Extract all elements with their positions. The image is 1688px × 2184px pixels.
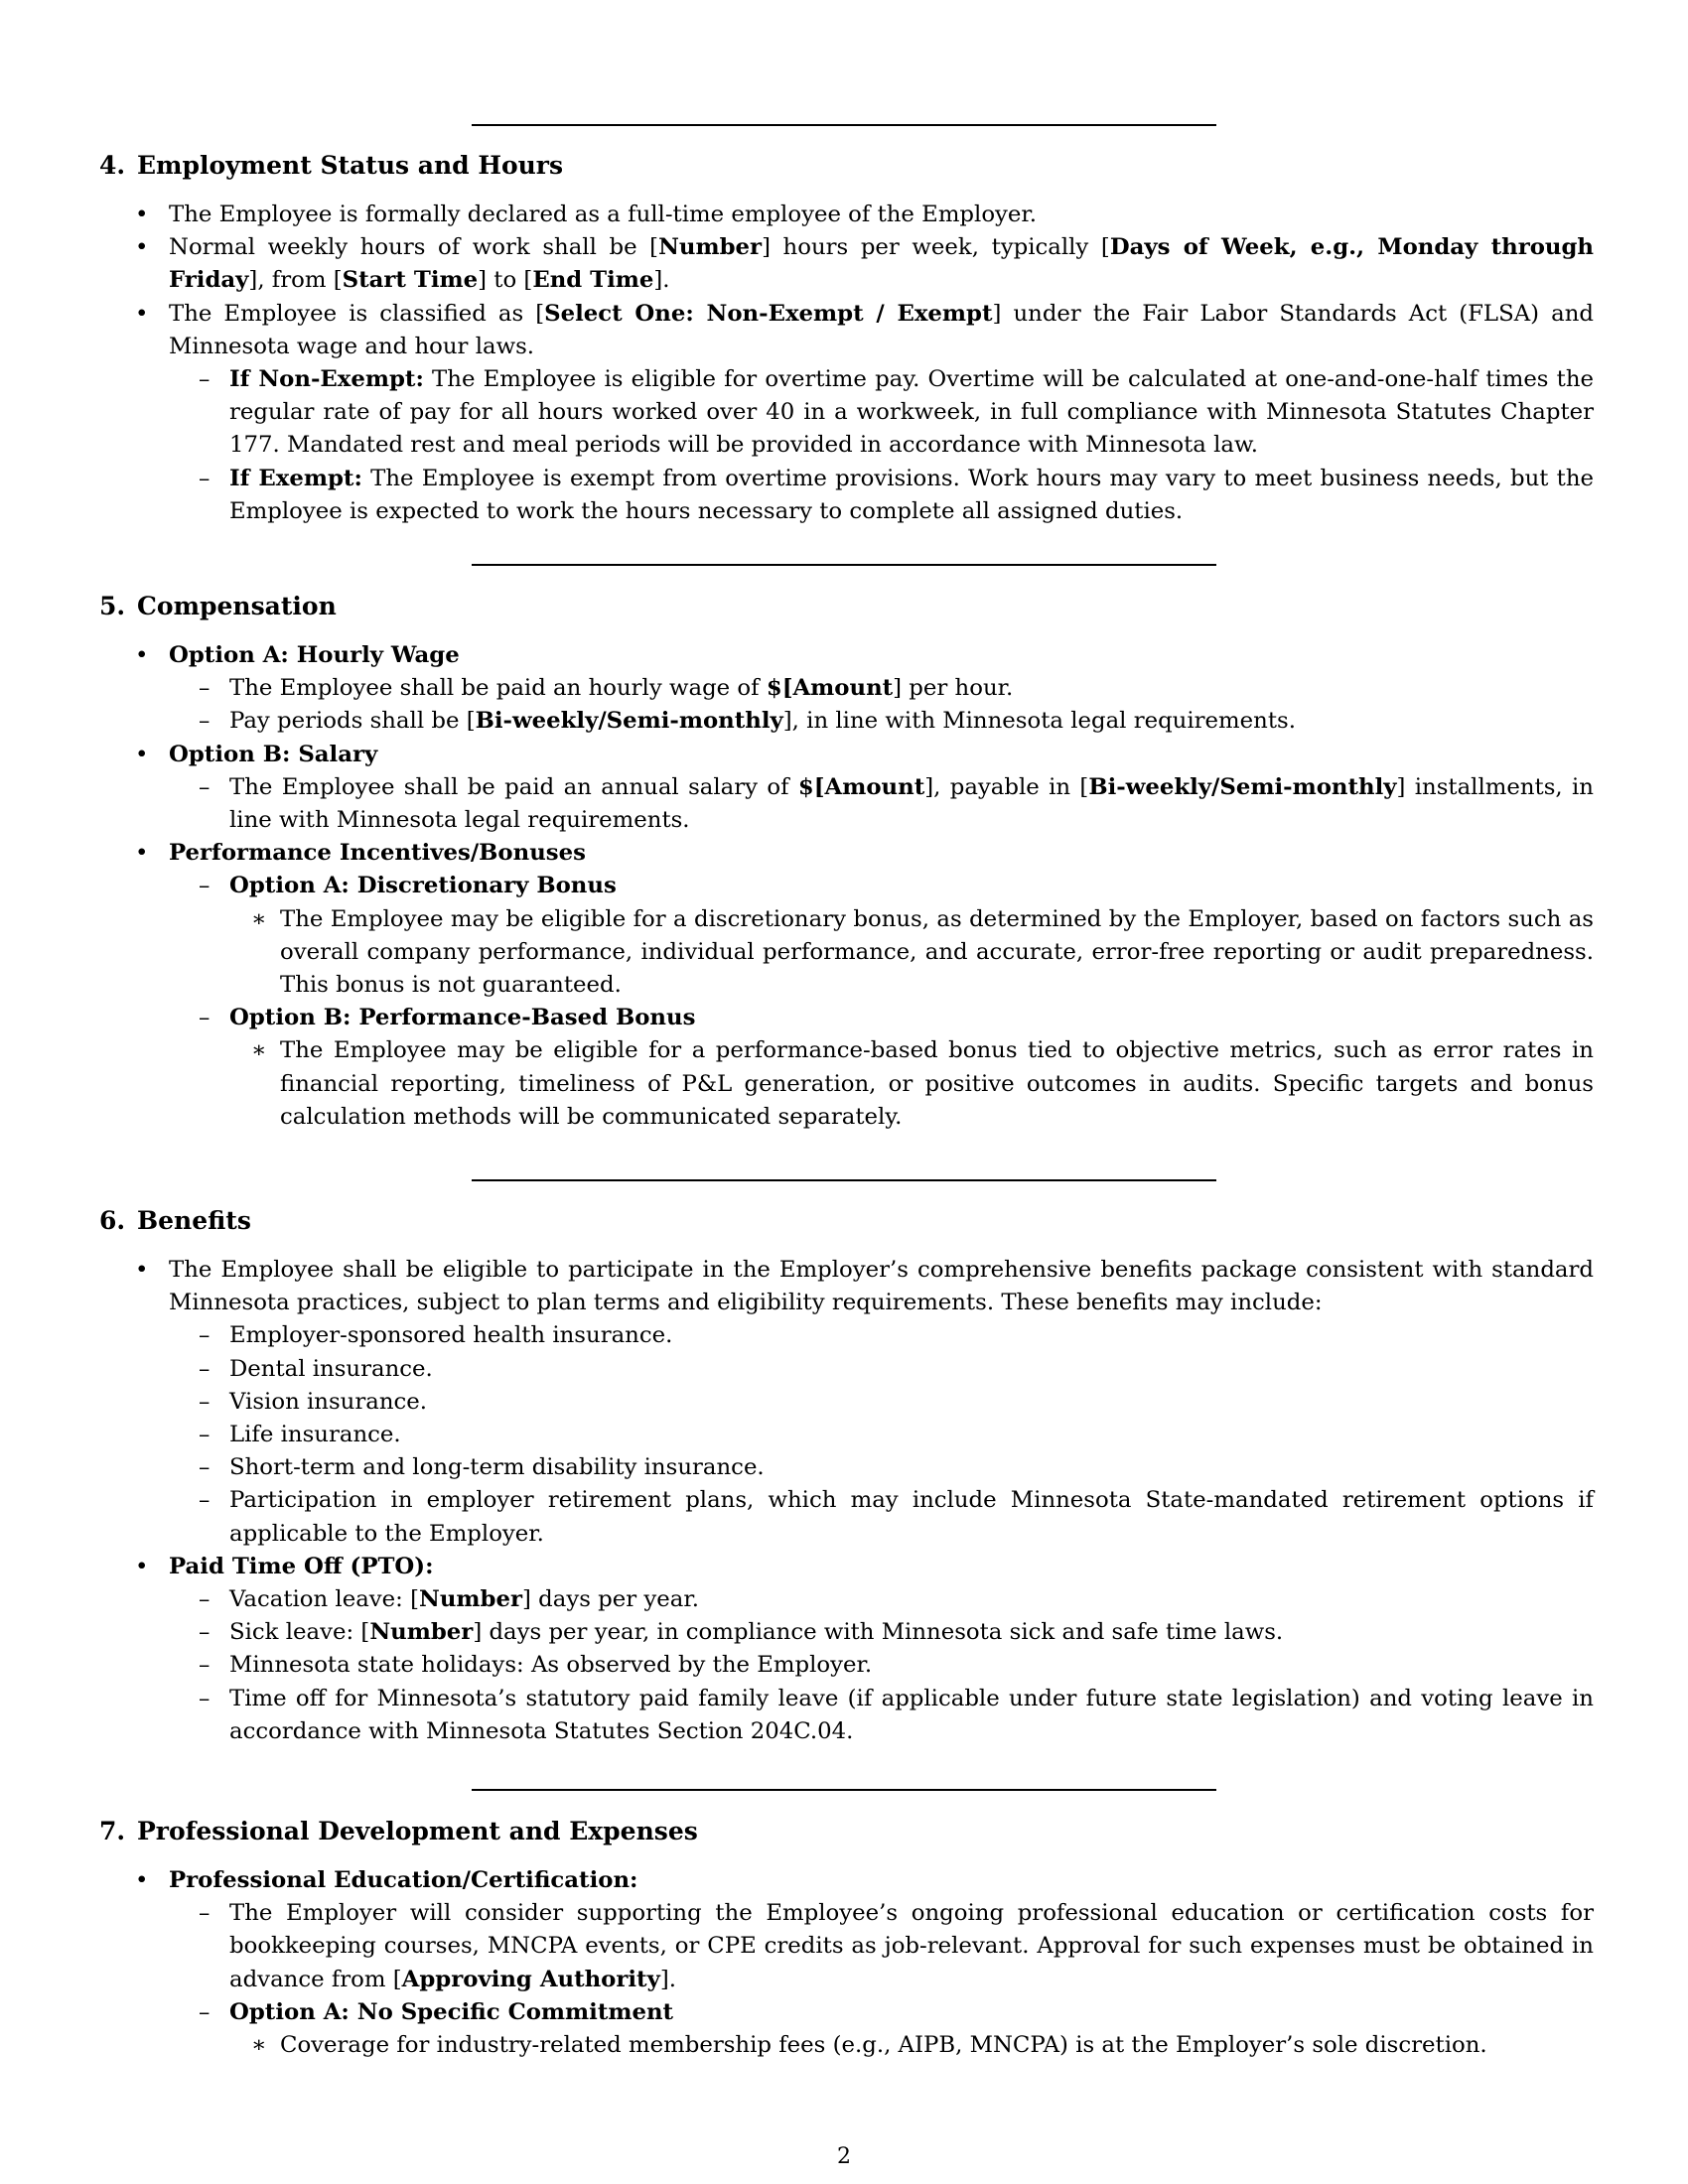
section-divider [472,124,1216,126]
section-compensation [99,590,1594,1134]
list-item: – Sick leave: [Number] days per year, in compliance with Minnesota sick and safe time laws. [169,1616,1594,1649]
list-item: • Normal weekly hours of work shall be [Number] hours per week, typically [Days of Week, e.g., Monday through Friday], from [Start Time] to [End Time]. [99,231,1594,297]
section-employment-status [99,149,1594,528]
list-item: – Option B: Performance-Based Bonus ∗ The Employee may be eligible for a performance-based bonus tied to objective metrics, such as error rates in financial reporting, timeliness of P&L generation, or positive outcomes in audits. Specific targets and bonus calculation methods will be communicated separately. [169,1002,1594,1134]
list-item: – Option A: Discretionary Bonus ∗ The Employee may be eligible for a discretionary bonus, as determined by the Employer, based on factors such as overall company performance, individual performance, and accurate, error-free reporting or audit preparedness. This bonus is not guaranteed. [169,870,1594,1002]
page-number: 2 [837,2144,851,2169]
list-item: • Option B: Salary – The Employee shall be paid an annual salary of $[Amount], payable in [Bi-weekly/Semi-monthly] installments, in line with Minnesota legal requirements. [99,739,1594,838]
section-title: Compensation [137,592,337,620]
list-item: • Performance Incentives/Bonuses – Option A: Discretionary Bonus ∗ The Employee may be eligible for a discretionary bonus, as determined by the Employer, based on factors such as overall company performance, individual performance, and accurate, error-free reporting or audit preparedness. This bonus is not guaranteed. – Option B: Performance-Based Bonus ∗ The Employee may be eligible for a performance-based bonus tied to objective metrics, such as error rates in financial reporting, timeliness of P&L generation, or positive outcomes in audits. Specific targets and bonus calculation methods will be communicated separately. [99,837,1594,1134]
placeholder-field: Number [419,1586,522,1613]
sub-sub-list [229,2029,1594,2062]
section-number: 6. [99,1206,126,1235]
section-number: 4. [99,151,126,180]
list-item: – The Employee shall be paid an hourly wage of $[Amount] per hour. [169,672,1594,705]
list-item: – Participation in employer retirement plans, which may include Minnesota State-mandated retirement options if applicable to the Employer. [169,1484,1594,1550]
section-title: Professional Development and Expenses [137,1817,698,1845]
placeholder-field: Days of Week, e.g., Monday through Friday [169,234,1594,294]
list-item: – The Employee shall be paid an annual salary of $[Amount], payable in [Bi-weekly/Semi-monthly] installments, in line with Minnesota legal requirements. [169,771,1594,837]
placeholder-field: $[Amount [766,675,894,702]
list-item: ∗ Coverage for industry-related membership fees (e.g., AIPB, MNCPA) is at the Employer’s sole discretion. [229,2029,1594,2062]
placeholder-field: $[Amount [797,773,925,800]
section-title: Benefits [137,1206,251,1235]
list-item: – Option A: No Specific Commitment ∗ Coverage for industry-related membership fees (e.g., AIPB, MNCPA) is at the Employer’s sole discretion. [169,1996,1594,2062]
list-item: ∗ The Employee may be eligible for a performance-based bonus tied to objective metrics, such as error rates in financial reporting, timeliness of P&L generation, or positive outcomes in audits. Specific targets and bonus calculation methods will be communicated separately. [229,1034,1594,1134]
section-heading [99,1204,1594,1238]
section-divider [472,564,1216,566]
list-item: • The Employee is formally declared as a full-time employee of the Employer. [99,199,1594,231]
sub-list [169,870,1594,1134]
list-item: • The Employee is classified as [Select One: Non-Exempt / Exempt] under the Fair Labor Standards Act (FLSA) and Minnesota wage and hour laws. – If Non-Exempt: The Employee is eligible for overtime pay. Overtime will be calculated at one-and-one-half times the regular rate of pay for all hours worked over 40 in a workweek, in full compliance with Minnesota Statutes Chapter 177. Mandated rest and meal periods will be provided in accordance with Minnesota law. – If Exempt: The Employee is exempt from overtime provisions. Work hours may vary to meet business needs, but the Employee is expected to work the hours necessary to complete all assigned duties. [99,298,1594,528]
list-item: – Employer-sponsored health insurance. [169,1319,1594,1352]
sub-list [169,771,1594,837]
sub-sub-list [229,903,1594,1003]
list-item: – Dental insurance. [169,1353,1594,1386]
list-item: • Paid Time Off (PTO): – Vacation leave: [Number] days per year. – Sick leave: [Number] days per year, in compliance with Minnesota sick and safe time laws. – Minnesota state holidays: As observed by the Employer. – Time off for Minnesota’s statutory paid family leave (if applicable under future state legislation) and voting leave in accordance with Minnesota Statutes Section 204C.04. [99,1551,1594,1748]
section-heading [99,1815,1594,1848]
placeholder-field: Number [658,234,763,261]
placeholder-field: Bi-weekly/Semi-monthly [475,708,783,735]
section-divider [472,1179,1216,1181]
section-heading [99,590,1594,623]
sub-sub-list [229,1034,1594,1134]
list-item: – Vision insurance. [169,1386,1594,1419]
section-title: Employment Status and Hours [137,151,564,180]
section-benefits [99,1204,1594,1748]
sub-list [169,1897,1594,2062]
section-number: 7. [99,1817,126,1845]
sub-list [169,672,1594,738]
list-item: – If Exempt: The Employee is exempt from overtime provisions. Work hours may vary to meet business needs, but the Employee is expected to work the hours necessary to complete all assigned duties. [169,463,1594,528]
list-item: – Minnesota state holidays: As observed by the Employer. [169,1649,1594,1682]
list-item: ∗ The Employee may be eligible for a discretionary bonus, as determined by the Employer, based on factors such as overall company performance, individual performance, and accurate, error-free reporting or audit preparedness. This bonus is not guaranteed. [229,903,1594,1003]
placeholder-field: Bi-weekly/Semi-monthly [1088,773,1397,800]
bullet-list [99,639,1594,1134]
section-number: 5. [99,592,126,620]
placeholder-field: Number [369,1619,474,1646]
section-divider [472,1789,1216,1791]
benefits-list [169,1319,1594,1550]
list-item: – Vacation leave: [Number] days per year. [169,1583,1594,1616]
bullet-list [99,1864,1594,2062]
sub-list [169,363,1594,528]
placeholder-field: Start Time [342,267,479,294]
list-item: – Short-term and long-term disability insurance. [169,1451,1594,1484]
list-item: • Professional Education/Certification: – The Employer will consider supporting the Employee’s ongoing professional education or certification costs for bookkeeping courses, MNCPA events, or CPE credits as job-relevant. Approval for such expenses must be obtained in advance from [Approving Authority]. – Option A: No Specific Commitment ∗ Coverage for industry-related membership fees (e.g., AIPB, MNCPA) is at the Employer’s sole discretion. [99,1864,1594,2062]
placeholder-field: End Time [532,267,654,294]
list-item: • The Employee shall be eligible to participate in the Employer’s comprehensive benefits package consistent with standard Minnesota practices, subject to plan terms and eligibility requirements. These benefits may include: – Employer-sponsored health insurance. – Dental insurance. – Vision insurance. – Life insurance. – Short-term and long-term disability insurance. – Participation in employer retirement plans, which may include Minnesota State-mandated retirement options if applicable to the Employer. [99,1254,1594,1551]
list-item: – The Employer will consider supporting the Employee’s ongoing professional education or certification costs for bookkeeping courses, MNCPA events, or CPE credits as job-relevant. Approval for such expenses must be obtained in advance from [Approving Authority]. [169,1897,1594,1996]
bullet-list [99,199,1594,528]
list-item: – Life insurance. [169,1419,1594,1451]
list-item: – If Non-Exempt: The Employee is eligible for overtime pay. Overtime will be calculated at one-and-one-half times the regular rate of pay for all hours worked over 40 in a workweek, in full compliance with Minnesota Statutes Chapter 177. Mandated rest and meal periods will be provided in accordance with Minnesota law. [169,363,1594,463]
section-heading [99,149,1594,183]
section-professional-development [99,1815,1594,2062]
bullet-list [99,1254,1594,1748]
placeholder-field: Select One: Non-Exempt / Exempt [544,300,993,327]
list-item: • Option A: Hourly Wage – The Employee shall be paid an hourly wage of $[Amount] per hour. – Pay periods shall be [Bi-weekly/Semi-monthly], in line with Minnesota legal requirements. [99,639,1594,739]
pto-list [169,1583,1594,1748]
placeholder-field: Approving Authority [401,1966,660,1992]
list-item: – Time off for Minnesota’s statutory paid family leave (if applicable under future state legislation) and voting leave in accordance with Minnesota Statutes Section 204C.04. [169,1683,1594,1748]
list-item: – Pay periods shall be [Bi-weekly/Semi-monthly], in line with Minnesota legal requirements. [169,705,1594,738]
